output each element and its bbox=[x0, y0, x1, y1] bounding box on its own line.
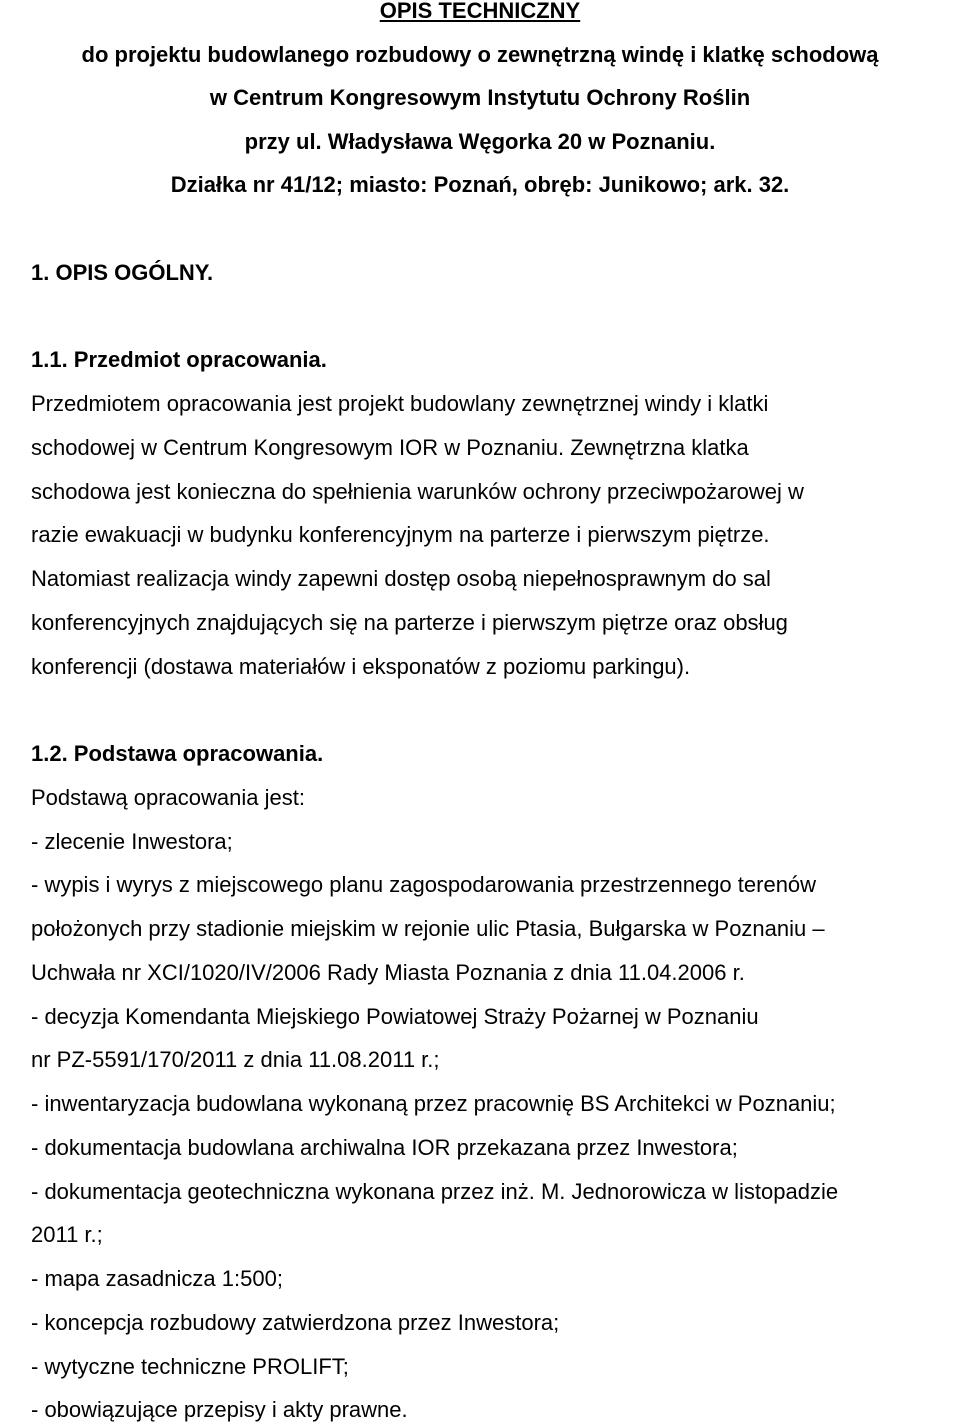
subsection-heading-basis: 1.2. Podstawa opracowania. bbox=[31, 741, 324, 766]
header-line-4: Działka nr 41/12; miasto: Poznań, obręb: Junikowo; ark. 32. bbox=[170, 172, 790, 197]
list-item: - wypis i wyrys z miejscowego planu zagospodarowania przestrzennego terenów bbox=[31, 872, 817, 897]
list-item: - dokumentacja budowlana archiwalna IOR przekazana przez Inwestora; bbox=[31, 1135, 738, 1160]
list-item: - decyzja Komendanta Miejskiego Powiatowej Straży Pożarnej w Poznaniu bbox=[31, 1004, 759, 1029]
document-title: OPIS TECHNICZNY bbox=[379, 0, 581, 23]
list-item: - dokumentacja geotechniczna wykonana przez inż. M. Jednorowicza w listopadzie bbox=[31, 1179, 839, 1204]
paragraph-line: schodowej w Centrum Kongresowym IOR w Poznaniu. Zewnętrzna klatka bbox=[31, 435, 749, 460]
list-item: położonych przy stadionie miejskim w rejonie ulic Ptasia, Bułgarska w Poznaniu – bbox=[31, 916, 825, 941]
list-item: - mapa zasadnicza 1:500; bbox=[31, 1266, 283, 1291]
section-heading-general: 1. OPIS OGÓLNY. bbox=[31, 260, 214, 285]
list-item: - inwentaryzacja budowlana wykonaną przez pracownię BS Architekci w Poznaniu; bbox=[31, 1091, 836, 1116]
paragraph-line: Przedmiotem opracowania jest projekt budowlany zewnętrznej windy i klatki bbox=[31, 391, 769, 416]
paragraph-line: schodowa jest konieczna do spełnienia warunków ochrony przeciwpożarowej w bbox=[31, 479, 804, 504]
header-line-2: w Centrum Kongresowym Instytutu Ochrony Roślin bbox=[209, 85, 751, 110]
paragraph-line: konferencji (dostawa materiałów i eksponatów z poziomu parkingu). bbox=[31, 654, 691, 679]
paragraph-line: Natomiast realizacja windy zapewni dostęp osobą niepełnosprawnym do sal bbox=[31, 566, 771, 591]
header-line-1: do projektu budowlanego rozbudowy o zewnętrzną windę i klatkę schodową bbox=[81, 42, 879, 67]
list-item: - wytyczne techniczne PROLIFT; bbox=[31, 1354, 349, 1379]
paragraph-line: konferencyjnych znajdujących się na parterze i pierwszym piętrze oraz obsług bbox=[31, 610, 788, 635]
list-intro: Podstawą opracowania jest: bbox=[31, 785, 305, 810]
list-item: - koncepcja rozbudowy zatwierdzona przez Inwestora; bbox=[31, 1310, 560, 1335]
list-item: - obowiązujące przepisy i akty prawne. bbox=[31, 1397, 408, 1422]
list-item: nr PZ-5591/170/2011 z dnia 11.08.2011 r.; bbox=[31, 1047, 440, 1072]
subsection-heading-subject: 1.1. Przedmiot opracowania. bbox=[31, 347, 327, 372]
list-item: - zlecenie Inwestora; bbox=[31, 829, 233, 854]
header-line-3: przy ul. Władysława Węgorka 20 w Poznaniu. bbox=[244, 129, 716, 154]
paragraph-line: razie ewakuacji w budynku konferencyjnym na parterze i pierwszym piętrze. bbox=[31, 522, 770, 547]
list-item: 2011 r.; bbox=[31, 1222, 103, 1247]
list-item: Uchwała nr XCI/1020/IV/2006 Rady Miasta Poznania z dnia 11.04.2006 r. bbox=[31, 960, 745, 985]
